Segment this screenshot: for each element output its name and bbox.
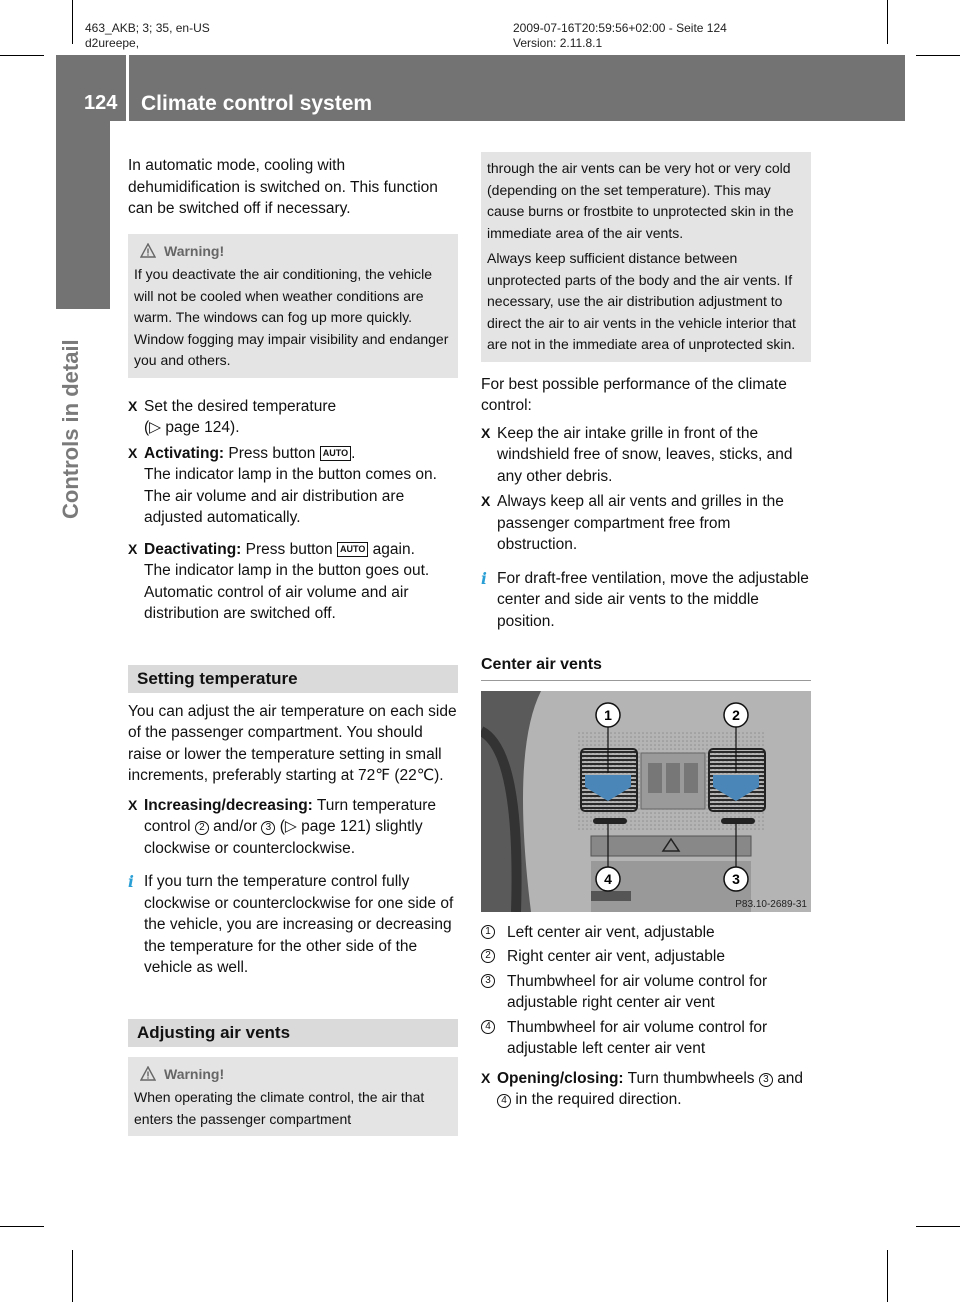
meta-right-line1: 2009-07-16T20:59:56+02:00 - Seite 124: [513, 21, 727, 35]
legend-item: [481, 971, 811, 1014]
warning-body: If you deactivate the air conditioning, the vehicle will not be cooled when weather conditions are warm. The windows can fog up more quickly. Window fogging may impair visibility and endanger you and others.: [134, 266, 449, 368]
ref-number-3: 3: [759, 1073, 773, 1087]
meta-right-line2: Version: 2.11.8.1: [513, 36, 603, 50]
callout-3: [724, 867, 748, 891]
callout-2-label: 2: [732, 706, 740, 723]
legend-number: 1: [481, 925, 495, 939]
callout-4: [596, 867, 620, 891]
step-marker-icon: X: [128, 540, 138, 557]
warning-triangle-icon: [140, 1066, 156, 1082]
crop-mark: [72, 1250, 73, 1302]
figure-code: P83.10-2689-31: [735, 898, 807, 910]
warning-box-2: [128, 1057, 458, 1137]
warning-triangle-icon: [140, 243, 156, 259]
legend-item: [481, 946, 811, 968]
crop-mark: [72, 0, 73, 44]
warning-body: When operating the climate control, the air that enters the passenger compartment: [134, 1089, 425, 1127]
incdec-line: [144, 795, 458, 860]
ref-number-4: 4: [497, 1094, 511, 1108]
step-marker-icon: X: [481, 424, 491, 441]
crop-mark: [916, 55, 960, 56]
temperature-paragraph: You can adjust the air temperature on each side of the passenger compartment. You should raise or lower the temperature setting in small increments, preferably starting at 72℉ (22℃).: [128, 702, 457, 784]
warning-box-continued: [481, 152, 811, 362]
legend-text: Left center air vent, adjustable: [507, 923, 715, 941]
incdec-text-c: (▷ page 121) slightly clockwise or counterclockwise.: [144, 818, 423, 857]
step-opening-closing: [481, 1068, 811, 1111]
step-deactivating: [128, 539, 458, 625]
deactivating-text: Press button: [245, 540, 333, 558]
legend-number: 4: [481, 1020, 495, 1034]
dashboard-illustration: [481, 691, 811, 912]
warning-continued-body: through the air vents can be very hot or very cold (depending on the set temperature). This may cause burns or frostbite to unprotected skin in the immediate area of the air vents.: [487, 160, 794, 241]
step-text: Always keep all air vents and grilles in the passenger compartment free from obstruction.: [497, 493, 784, 553]
incdec-text-b: and/or: [213, 818, 258, 835]
callout-1-label: 1: [604, 706, 612, 723]
crop-mark: [916, 1226, 960, 1227]
callout-3-label: 3: [732, 870, 740, 887]
step-text: Set the desired temperature: [144, 397, 337, 415]
meta-left: [85, 21, 210, 51]
activating-end: .: [351, 444, 356, 462]
step-deactivating-line: [144, 539, 458, 561]
best-performance-paragraph: For best possible performance of the climate control:: [481, 375, 787, 414]
auto-button-icon: AUTO: [337, 542, 368, 557]
step-keep-intake-free: [481, 423, 811, 488]
subheading-center-air-vents: Center air vents: [481, 654, 811, 681]
warning-heading: [140, 1064, 452, 1086]
info-icon: i: [481, 568, 487, 588]
step-keep-vents-free: [481, 491, 811, 556]
opening-text-c: in the required direction.: [515, 1091, 682, 1108]
step-activating-line: [144, 443, 458, 465]
intro-paragraph: In automatic mode, cooling with dehumidification is switched on. This function can be switched off if necessary.: [128, 157, 438, 217]
step-marker-icon: X: [128, 397, 138, 414]
callout-2: [724, 703, 748, 727]
crop-mark: [0, 55, 44, 56]
deactivating-label: Deactivating:: [144, 540, 242, 558]
legend-number: 2: [481, 949, 495, 963]
section-heading-adjusting-air-vents: Adjusting air vents: [128, 1019, 458, 1047]
legend-number: 3: [481, 974, 495, 988]
deactivating-end: again.: [372, 540, 415, 558]
activating-text: Press button: [228, 444, 316, 462]
legend-list: [481, 922, 811, 1060]
incdec-text-a: Turn temperature control: [144, 796, 437, 835]
page-number: 124: [84, 92, 118, 114]
info-text: For draft-free ventilation, move the adjustable center and side air vents to the middle position.: [497, 569, 809, 630]
step-set-temperature: [128, 396, 458, 439]
legend-item: [481, 1017, 811, 1060]
callout-1: [596, 703, 620, 727]
activating-detail: The indicator lamp in the button comes on. The air volume and air distribution are adjusted automatically.: [144, 466, 437, 526]
activating-label: Activating:: [144, 444, 225, 462]
crop-mark: [0, 1226, 44, 1227]
crop-mark: [887, 1250, 888, 1302]
opening-line: [497, 1068, 811, 1111]
legend-item: [481, 922, 811, 944]
meta-left-line1: 463_AKB; 3; 35, en-US: [85, 21, 210, 35]
step-increasing-decreasing: [128, 795, 458, 860]
legend-text: Right center air vent, adjustable: [507, 948, 725, 965]
warning-title: Warning!: [164, 1065, 225, 1082]
step-marker-icon: X: [481, 493, 491, 509]
ref-number-3: 3: [261, 821, 275, 835]
right-column: [481, 152, 811, 1111]
info-text: If you turn the temperature control fully clockwise or counterclockwise for one side of the vehicle, you are increasing or decreasing the temperature for the other side of the vehicle as well.: [144, 873, 454, 976]
warning-continued-body-2: Always keep sufficient distance between unprotected parts of the body and the air vents. If necessary, use the air distribution adjustment to direct the air to air vents in the vehicle interior that are not in the immediate area of unprotected skin.: [487, 250, 796, 352]
warning-title: Warning!: [164, 242, 225, 259]
callout-4-label: 4: [604, 870, 612, 887]
opening-label: Opening/closing:: [497, 1069, 624, 1087]
warning-box: [128, 234, 458, 378]
warning-heading: [140, 241, 452, 263]
meta-right: [513, 21, 727, 51]
chapter-title: Climate control system: [141, 92, 373, 115]
step-activating: [128, 443, 458, 529]
section-heading-setting-temperature: Setting temperature: [128, 665, 458, 693]
info-note-draft: [481, 568, 811, 633]
step-marker-icon: X: [481, 1069, 491, 1086]
crop-mark: [887, 0, 888, 44]
meta-left-line2: d2ureepe,: [85, 36, 140, 50]
legend-text: Thumbwheel for air volume control for adjustable left center air vent: [507, 1018, 768, 1057]
deactivating-detail: The indicator lamp in the button goes out. Automatic control of air volume and air distribution are switched off.: [144, 562, 430, 622]
page-ref: (▷ page 124).: [144, 419, 240, 436]
info-note-temperature: [128, 871, 458, 979]
opening-text-b: and: [777, 1069, 804, 1087]
incdec-label: Increasing/decreasing:: [144, 796, 313, 814]
step-marker-icon: X: [128, 796, 138, 813]
opening-text-a: Turn thumbwheels: [627, 1069, 755, 1087]
auto-button-icon: AUTO: [320, 446, 351, 461]
legend-text: Thumbwheel for air volume control for adjustable right center air vent: [507, 972, 768, 1011]
side-tab: [56, 121, 110, 309]
left-column: [128, 155, 458, 1136]
step-text: Keep the air intake grille in front of the windshield free of snow, leaves, sticks, and any other debris.: [497, 424, 793, 485]
step-marker-icon: X: [128, 444, 138, 461]
side-tab-label: Controls in detail: [58, 339, 83, 519]
center-air-vents-figure: [481, 691, 811, 912]
info-icon: i: [128, 872, 134, 891]
ref-number-2: 2: [195, 821, 209, 835]
header-separator: [126, 55, 129, 121]
